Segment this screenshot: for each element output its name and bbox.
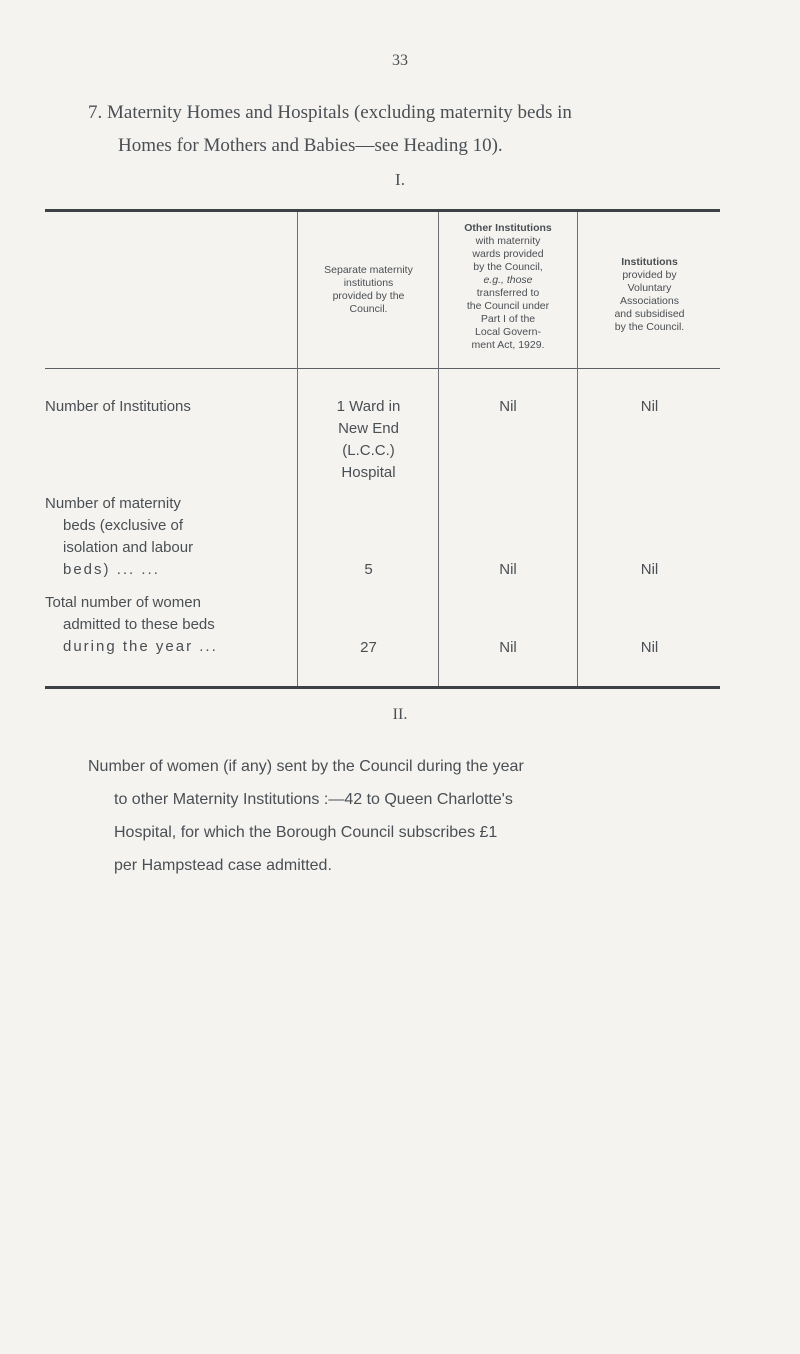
row-label-line: Number of Institutions bbox=[45, 398, 191, 415]
header-line: by the Council. bbox=[614, 321, 685, 333]
table-header-rule bbox=[45, 368, 720, 369]
table-cell bbox=[579, 559, 720, 581]
table-cell bbox=[579, 396, 720, 418]
column-header-separate bbox=[300, 264, 437, 316]
row-label-line: Total number of women bbox=[45, 594, 201, 611]
column-divider-3 bbox=[577, 212, 578, 686]
header-line: Separate maternity bbox=[324, 264, 413, 276]
column-divider-1 bbox=[297, 212, 298, 686]
row-label-line: admitted to these beds bbox=[63, 616, 215, 633]
heading-line-2: Homes for Mothers and Babies—see Heading 10). bbox=[118, 135, 503, 156]
cell-line: 27 bbox=[360, 639, 377, 656]
table-cell bbox=[440, 637, 576, 659]
column-header-voluntary bbox=[579, 256, 720, 334]
table-cell bbox=[300, 396, 437, 484]
header-line: Other Institutions bbox=[464, 222, 552, 234]
row-label-women-admitted bbox=[45, 592, 293, 658]
paragraph-line-1: Number of women (if any) sent by the Council during the year bbox=[88, 758, 524, 775]
row-label-line: isolation and labour bbox=[63, 539, 194, 556]
row-label-line: during the year ... bbox=[63, 638, 218, 655]
column-divider-2 bbox=[438, 212, 439, 686]
table-bottom-rule bbox=[45, 686, 720, 689]
header-line: with maternity bbox=[475, 235, 541, 247]
paragraph-line-3: Hospital, for which the Borough Council subscribes £1 bbox=[114, 824, 498, 841]
paragraph-line-4: per Hampstead case admitted. bbox=[114, 857, 332, 874]
header-line: Associations bbox=[620, 295, 679, 307]
cell-line: 1 Ward in bbox=[336, 398, 401, 415]
header-line: Part I of the bbox=[480, 313, 536, 325]
table-cell bbox=[300, 559, 437, 581]
header-line: provided by bbox=[622, 269, 677, 281]
table-cell bbox=[300, 637, 437, 659]
cell-line: 5 bbox=[364, 561, 373, 578]
row-label-line: Number of maternity bbox=[45, 495, 181, 512]
header-line: wards provided bbox=[472, 248, 544, 260]
header-line: provided by the bbox=[332, 290, 405, 302]
header-line: by the Council, bbox=[473, 261, 543, 273]
header-line: e.g., those bbox=[483, 274, 533, 286]
cell-line: Nil bbox=[499, 561, 517, 578]
paragraph-line-2: to other Maternity Institutions :—42 to Queen Charlotte's bbox=[114, 791, 513, 808]
cell-line: Nil bbox=[640, 561, 659, 578]
header-line: transferred to bbox=[476, 287, 540, 299]
cell-line: Nil bbox=[499, 398, 517, 415]
cell-line: Nil bbox=[640, 639, 659, 656]
column-header-other bbox=[440, 222, 576, 352]
header-line: institutions bbox=[343, 277, 394, 289]
header-line: Local Govern- bbox=[475, 326, 541, 338]
row-label-line: beds (exclusive of bbox=[63, 517, 184, 534]
table-cell bbox=[440, 559, 576, 581]
row-label-number-of-institutions bbox=[45, 396, 293, 418]
cell-line: Hospital bbox=[341, 464, 396, 481]
section-heading bbox=[88, 96, 728, 162]
header-line: the Council under bbox=[466, 300, 550, 312]
cell-line: Nil bbox=[499, 639, 517, 656]
row-label-maternity-beds bbox=[45, 493, 293, 581]
table-top-rule bbox=[45, 209, 720, 212]
header-line: Council. bbox=[349, 303, 388, 315]
header-line: Institutions bbox=[621, 256, 678, 268]
header-line: and subsidised bbox=[614, 308, 685, 320]
cell-line: New End bbox=[338, 420, 399, 437]
table-cell bbox=[579, 637, 720, 659]
page-number: 33 bbox=[392, 52, 408, 69]
section-two-paragraph bbox=[88, 750, 738, 882]
cell-line: Nil bbox=[640, 398, 659, 415]
header-line: ment Act, 1929. bbox=[471, 339, 545, 351]
table-cell bbox=[440, 396, 576, 418]
header-line: Voluntary bbox=[627, 282, 672, 294]
row-label-line: beds) ... ... bbox=[63, 561, 160, 578]
cell-line: (L.C.C.) bbox=[342, 442, 395, 459]
section-one-label: I. bbox=[395, 170, 405, 189]
section-two-label: II. bbox=[392, 706, 408, 723]
heading-line-1: 7. Maternity Homes and Hospitals (excluding maternity beds in bbox=[88, 102, 572, 123]
